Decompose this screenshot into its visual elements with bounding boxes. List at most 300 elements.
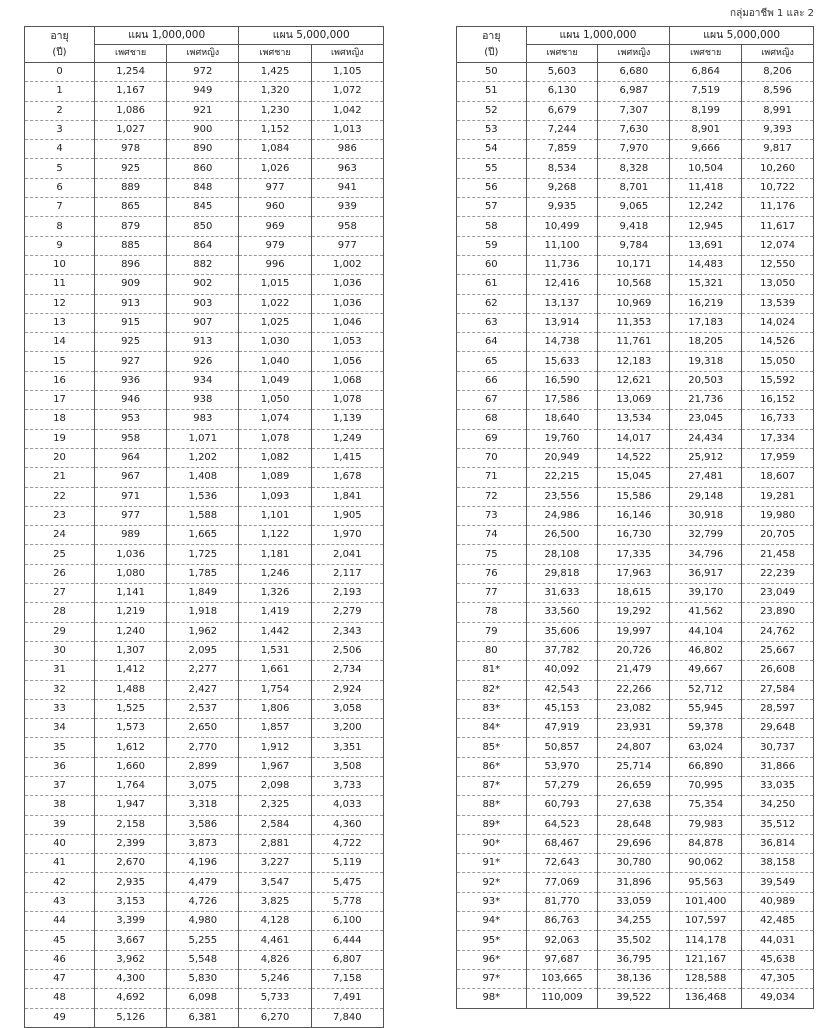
- age-cell: 28: [25, 603, 95, 622]
- table-row: [25, 545, 384, 564]
- plan1-female-cell: 4,980: [167, 912, 239, 931]
- plan1-female-cell: 949: [167, 82, 239, 101]
- plan1-female-cell: 7,307: [598, 101, 670, 120]
- table-row: [457, 371, 814, 390]
- plan2-female-cell: 26,608: [742, 661, 814, 680]
- plan2-female-cell: 3,200: [311, 719, 383, 738]
- plan1-male-cell: 4,692: [95, 989, 167, 1008]
- plan2-female-cell: 23,049: [742, 584, 814, 603]
- table-row: [25, 892, 384, 911]
- age-unit-header: (ปี): [25, 45, 95, 63]
- age-cell: 92*: [457, 873, 527, 892]
- plan2-female-cell: 39,549: [742, 873, 814, 892]
- plan1-male-cell: 1,573: [95, 719, 167, 738]
- plan1-female-cell: 16,730: [598, 526, 670, 545]
- plan1-male-cell: 64,523: [526, 815, 598, 834]
- plan-1000000-header: แผน 1,000,000: [95, 27, 239, 45]
- age-cell: 60: [457, 255, 527, 274]
- table-row: [25, 950, 384, 969]
- plan1-female-cell: 22,266: [598, 680, 670, 699]
- age-cell: 58: [457, 217, 527, 236]
- plan2-female-cell: 1,841: [311, 487, 383, 506]
- age-cell: 63: [457, 313, 527, 332]
- plan2-female-cell: 1,078: [311, 391, 383, 410]
- age-cell: 12: [25, 294, 95, 313]
- age-cell: 4: [25, 140, 95, 159]
- plan1-female-cell: 1,071: [167, 429, 239, 448]
- plan1-male-cell: 7,859: [526, 140, 598, 159]
- age-cell: 17: [25, 391, 95, 410]
- plan2-male-cell: 95,563: [670, 873, 742, 892]
- plan1-female-cell: 15,586: [598, 487, 670, 506]
- table-row: [25, 603, 384, 622]
- age-cell: 7: [25, 198, 95, 217]
- plan1-female-cell: 5,548: [167, 950, 239, 969]
- table-row: [25, 564, 384, 583]
- plan1-male-cell: 45,153: [526, 699, 598, 718]
- plan1-male-cell: 68,467: [526, 834, 598, 853]
- table-row: [457, 873, 814, 892]
- plan1-male-cell: 889: [95, 178, 167, 197]
- table-row: [25, 275, 384, 294]
- plan1-female-cell: 2,650: [167, 719, 239, 738]
- plan2-male-cell: 1,230: [239, 101, 311, 120]
- plan1-male-cell: 57,279: [526, 776, 598, 795]
- plan1-male-cell: 989: [95, 526, 167, 545]
- age-cell: 52: [457, 101, 527, 120]
- plan1-male-cell: 86,763: [526, 912, 598, 931]
- table-row: [457, 564, 814, 583]
- plan1-female-cell: 15,045: [598, 468, 670, 487]
- plan1-female-cell: 1,962: [167, 622, 239, 641]
- table-row: [457, 101, 814, 120]
- plan2-female-cell: 2,117: [311, 564, 383, 583]
- plan1-female-cell: 38,136: [598, 969, 670, 988]
- table-row: [457, 294, 814, 313]
- plan2-male-cell: 1,074: [239, 410, 311, 429]
- premium-table-right: [456, 26, 814, 1009]
- plan2-male-cell: 977: [239, 178, 311, 197]
- plan1-male-cell: 33,560: [526, 603, 598, 622]
- age-cell: 47: [25, 969, 95, 988]
- table-row: [457, 429, 814, 448]
- table-row: [25, 391, 384, 410]
- plan2-male-cell: 128,588: [670, 969, 742, 988]
- male-header: เพศชาย: [670, 45, 742, 63]
- plan1-female-cell: 1,665: [167, 526, 239, 545]
- plan2-male-cell: 9,666: [670, 140, 742, 159]
- plan1-male-cell: 896: [95, 255, 167, 274]
- plan2-female-cell: 1,068: [311, 371, 383, 390]
- age-cell: 22: [25, 487, 95, 506]
- female-header: เพศหญิง: [598, 45, 670, 63]
- age-cell: 29: [25, 622, 95, 641]
- plan2-male-cell: 114,178: [670, 931, 742, 950]
- plan1-male-cell: 936: [95, 371, 167, 390]
- plan2-female-cell: 1,905: [311, 506, 383, 525]
- plan2-male-cell: 1,246: [239, 564, 311, 583]
- plan1-female-cell: 26,659: [598, 776, 670, 795]
- age-cell: 19: [25, 429, 95, 448]
- plan1-female-cell: 2,899: [167, 757, 239, 776]
- plan2-female-cell: 29,648: [742, 719, 814, 738]
- age-cell: 18: [25, 410, 95, 429]
- table-row: [25, 738, 384, 757]
- age-cell: 78: [457, 603, 527, 622]
- plan2-female-cell: 3,058: [311, 699, 383, 718]
- plan1-female-cell: 845: [167, 198, 239, 217]
- age-unit-header: (ปี): [457, 45, 527, 63]
- plan1-female-cell: 3,586: [167, 815, 239, 834]
- age-cell: 72: [457, 487, 527, 506]
- plan2-female-cell: 30,737: [742, 738, 814, 757]
- plan2-male-cell: 44,104: [670, 622, 742, 641]
- plan2-female-cell: 9,817: [742, 140, 814, 159]
- table-row: [25, 410, 384, 429]
- plan2-male-cell: 1,025: [239, 313, 311, 332]
- plan1-male-cell: 1,240: [95, 622, 167, 641]
- plan1-male-cell: 1,660: [95, 757, 167, 776]
- plan2-male-cell: 1,050: [239, 391, 311, 410]
- plan1-male-cell: 14,738: [526, 333, 598, 352]
- female-header: เพศหญิง: [167, 45, 239, 63]
- age-cell: 31: [25, 661, 95, 680]
- plan2-male-cell: 49,667: [670, 661, 742, 680]
- plan2-male-cell: 1,531: [239, 641, 311, 660]
- plan2-female-cell: 42,485: [742, 912, 814, 931]
- plan1-male-cell: 958: [95, 429, 167, 448]
- plan2-female-cell: 12,550: [742, 255, 814, 274]
- table-row: [457, 275, 814, 294]
- plan2-male-cell: 2,584: [239, 815, 311, 834]
- plan1-female-cell: 983: [167, 410, 239, 429]
- plan1-female-cell: 864: [167, 236, 239, 255]
- plan1-male-cell: 1,086: [95, 101, 167, 120]
- plan2-male-cell: 19,318: [670, 352, 742, 371]
- plan2-female-cell: 22,239: [742, 564, 814, 583]
- plan2-male-cell: 34,796: [670, 545, 742, 564]
- age-cell: 84*: [457, 719, 527, 738]
- plan1-female-cell: 1,849: [167, 584, 239, 603]
- plan1-female-cell: 900: [167, 120, 239, 139]
- plan2-male-cell: 121,167: [670, 950, 742, 969]
- plan2-female-cell: 2,041: [311, 545, 383, 564]
- plan2-female-cell: 25,667: [742, 641, 814, 660]
- age-cell: 57: [457, 198, 527, 217]
- plan2-female-cell: 2,734: [311, 661, 383, 680]
- plan2-female-cell: 12,074: [742, 236, 814, 255]
- plan1-female-cell: 2,095: [167, 641, 239, 660]
- plan2-female-cell: 2,193: [311, 584, 383, 603]
- plan1-male-cell: 29,818: [526, 564, 598, 583]
- plan1-male-cell: 925: [95, 159, 167, 178]
- age-header: อายุ: [25, 27, 95, 45]
- plan2-male-cell: 2,881: [239, 834, 311, 853]
- plan2-male-cell: 1,967: [239, 757, 311, 776]
- age-cell: 26: [25, 564, 95, 583]
- plan1-female-cell: 926: [167, 352, 239, 371]
- plan1-male-cell: 977: [95, 506, 167, 525]
- plan2-male-cell: 17,183: [670, 313, 742, 332]
- plan2-female-cell: 1,046: [311, 313, 383, 332]
- age-cell: 8: [25, 217, 95, 236]
- plan2-male-cell: 1,022: [239, 294, 311, 313]
- age-cell: 10: [25, 255, 95, 274]
- plan1-female-cell: 860: [167, 159, 239, 178]
- table-row: [457, 738, 814, 757]
- plan2-female-cell: 35,512: [742, 815, 814, 834]
- plan1-female-cell: 13,534: [598, 410, 670, 429]
- table-row: [457, 912, 814, 931]
- age-cell: 21: [25, 468, 95, 487]
- plan-5000000-header: แผน 5,000,000: [239, 27, 384, 45]
- table-row: [457, 931, 814, 950]
- table-row: [25, 313, 384, 332]
- plan1-female-cell: 850: [167, 217, 239, 236]
- plan2-female-cell: 3,508: [311, 757, 383, 776]
- plan2-male-cell: 1,093: [239, 487, 311, 506]
- table-row: [25, 352, 384, 371]
- plan2-female-cell: 31,866: [742, 757, 814, 776]
- table-row: [457, 391, 814, 410]
- table-row: [457, 892, 814, 911]
- plan1-male-cell: 15,633: [526, 352, 598, 371]
- age-cell: 13: [25, 313, 95, 332]
- age-cell: 30: [25, 641, 95, 660]
- table-row: [457, 506, 814, 525]
- plan1-male-cell: 8,534: [526, 159, 598, 178]
- plan1-female-cell: 13,069: [598, 391, 670, 410]
- female-header: เพศหญิง: [311, 45, 383, 63]
- plan2-male-cell: 960: [239, 198, 311, 217]
- plan1-female-cell: 1,588: [167, 506, 239, 525]
- plan2-female-cell: 8,206: [742, 63, 814, 82]
- table-row: [457, 719, 814, 738]
- plan1-female-cell: 1,536: [167, 487, 239, 506]
- plan1-male-cell: 92,063: [526, 931, 598, 950]
- age-cell: 44: [25, 912, 95, 931]
- plan1-female-cell: 9,784: [598, 236, 670, 255]
- plan1-male-cell: 17,586: [526, 391, 598, 410]
- table-row: [457, 178, 814, 197]
- plan2-male-cell: 10,504: [670, 159, 742, 178]
- plan2-male-cell: 136,468: [670, 989, 742, 1008]
- plan1-male-cell: 5,126: [95, 1008, 167, 1027]
- plan1-male-cell: 1,307: [95, 641, 167, 660]
- plan2-female-cell: 8,991: [742, 101, 814, 120]
- plan2-male-cell: 4,128: [239, 912, 311, 931]
- plan2-male-cell: 1,040: [239, 352, 311, 371]
- plan2-female-cell: 939: [311, 198, 383, 217]
- plan1-female-cell: 907: [167, 313, 239, 332]
- table-row: [457, 584, 814, 603]
- plan2-female-cell: 7,158: [311, 969, 383, 988]
- plan2-male-cell: 4,461: [239, 931, 311, 950]
- table-row: [25, 622, 384, 641]
- table-row: [457, 198, 814, 217]
- plan2-male-cell: 4,826: [239, 950, 311, 969]
- plan1-male-cell: 11,100: [526, 236, 598, 255]
- plan2-female-cell: 15,050: [742, 352, 814, 371]
- plan1-male-cell: 885: [95, 236, 167, 255]
- plan2-male-cell: 7,519: [670, 82, 742, 101]
- age-cell: 61: [457, 275, 527, 294]
- plan1-male-cell: 1,525: [95, 699, 167, 718]
- table-row: [457, 313, 814, 332]
- plan1-female-cell: 7,970: [598, 140, 670, 159]
- table-row: [25, 236, 384, 255]
- plan1-female-cell: 36,795: [598, 950, 670, 969]
- plan2-female-cell: 1,056: [311, 352, 383, 371]
- plan2-male-cell: 79,983: [670, 815, 742, 834]
- plan2-female-cell: 4,722: [311, 834, 383, 853]
- plan2-female-cell: 8,596: [742, 82, 814, 101]
- plan1-male-cell: 31,633: [526, 584, 598, 603]
- plan1-male-cell: 19,760: [526, 429, 598, 448]
- plan1-female-cell: 10,568: [598, 275, 670, 294]
- plan2-male-cell: 1,030: [239, 333, 311, 352]
- age-cell: 50: [457, 63, 527, 82]
- plan2-female-cell: 1,036: [311, 275, 383, 294]
- plan2-male-cell: 55,945: [670, 699, 742, 718]
- plan2-male-cell: 1,084: [239, 140, 311, 159]
- premium-table-left-body: [25, 63, 384, 1028]
- table-row: [457, 410, 814, 429]
- table-row: [25, 873, 384, 892]
- plan2-female-cell: 49,034: [742, 989, 814, 1008]
- plan2-female-cell: 13,050: [742, 275, 814, 294]
- plan2-male-cell: 52,712: [670, 680, 742, 699]
- plan1-female-cell: 12,621: [598, 371, 670, 390]
- plan2-female-cell: 17,334: [742, 429, 814, 448]
- age-cell: 77: [457, 584, 527, 603]
- plan1-male-cell: 4,300: [95, 969, 167, 988]
- plan2-female-cell: 1,053: [311, 333, 383, 352]
- plan1-male-cell: 1,764: [95, 776, 167, 795]
- age-cell: 74: [457, 526, 527, 545]
- plan1-male-cell: 18,640: [526, 410, 598, 429]
- plan1-male-cell: 103,665: [526, 969, 598, 988]
- age-cell: 98*: [457, 989, 527, 1008]
- table-row: [457, 545, 814, 564]
- plan2-male-cell: 41,562: [670, 603, 742, 622]
- plan1-female-cell: 6,098: [167, 989, 239, 1008]
- age-cell: 89*: [457, 815, 527, 834]
- plan2-male-cell: 1,082: [239, 448, 311, 467]
- plan2-female-cell: 40,989: [742, 892, 814, 911]
- plan1-male-cell: 3,962: [95, 950, 167, 969]
- age-cell: 69: [457, 429, 527, 448]
- age-cell: 67: [457, 391, 527, 410]
- plan2-male-cell: 90,062: [670, 854, 742, 873]
- plan2-female-cell: 2,279: [311, 603, 383, 622]
- table-row: [25, 255, 384, 274]
- table-row: [25, 506, 384, 525]
- age-cell: 37: [25, 776, 95, 795]
- plan1-female-cell: 6,381: [167, 1008, 239, 1027]
- table-row: [25, 815, 384, 834]
- age-cell: 81*: [457, 661, 527, 680]
- plan1-male-cell: 12,416: [526, 275, 598, 294]
- plan1-male-cell: 1,488: [95, 680, 167, 699]
- plan1-male-cell: 1,412: [95, 661, 167, 680]
- age-cell: 9: [25, 236, 95, 255]
- age-cell: 62: [457, 294, 527, 313]
- plan1-male-cell: 47,919: [526, 719, 598, 738]
- plan1-female-cell: 33,059: [598, 892, 670, 911]
- table-row: [25, 776, 384, 795]
- plan2-female-cell: 23,890: [742, 603, 814, 622]
- table-row: [25, 661, 384, 680]
- plan2-male-cell: 1,661: [239, 661, 311, 680]
- age-cell: 32: [25, 680, 95, 699]
- plan2-female-cell: 5,778: [311, 892, 383, 911]
- age-cell: 65: [457, 352, 527, 371]
- plan2-male-cell: 29,148: [670, 487, 742, 506]
- table-row: [457, 622, 814, 641]
- plan1-male-cell: 60,793: [526, 796, 598, 815]
- age-cell: 39: [25, 815, 95, 834]
- plan1-female-cell: 21,479: [598, 661, 670, 680]
- plan1-female-cell: 2,427: [167, 680, 239, 699]
- male-header: เพศชาย: [95, 45, 167, 63]
- age-cell: 2: [25, 101, 95, 120]
- plan1-male-cell: 1,080: [95, 564, 167, 583]
- plan1-male-cell: 16,590: [526, 371, 598, 390]
- plan1-female-cell: 890: [167, 140, 239, 159]
- plan1-female-cell: 11,353: [598, 313, 670, 332]
- plan2-male-cell: 1,320: [239, 82, 311, 101]
- plan2-female-cell: 24,762: [742, 622, 814, 641]
- age-cell: 88*: [457, 796, 527, 815]
- plan1-male-cell: 40,092: [526, 661, 598, 680]
- age-cell: 24: [25, 526, 95, 545]
- table-row: [25, 120, 384, 139]
- plan-5000000-header: แผน 5,000,000: [670, 27, 814, 45]
- age-cell: 33: [25, 699, 95, 718]
- plan2-male-cell: 27,481: [670, 468, 742, 487]
- plan1-male-cell: 927: [95, 352, 167, 371]
- plan1-female-cell: 14,522: [598, 448, 670, 467]
- plan2-male-cell: 24,434: [670, 429, 742, 448]
- table-row: [457, 236, 814, 255]
- age-cell: 11: [25, 275, 95, 294]
- age-cell: 34: [25, 719, 95, 738]
- age-cell: 36: [25, 757, 95, 776]
- plan1-female-cell: 4,196: [167, 854, 239, 873]
- plan2-female-cell: 1,415: [311, 448, 383, 467]
- plan2-female-cell: 44,031: [742, 931, 814, 950]
- plan2-female-cell: 16,152: [742, 391, 814, 410]
- plan2-female-cell: 6,100: [311, 912, 383, 931]
- age-cell: 70: [457, 448, 527, 467]
- plan2-male-cell: 8,901: [670, 120, 742, 139]
- plan2-female-cell: 2,506: [311, 641, 383, 660]
- table-row: [25, 931, 384, 950]
- plan2-female-cell: 19,281: [742, 487, 814, 506]
- table-row: [457, 140, 814, 159]
- plan2-male-cell: 13,691: [670, 236, 742, 255]
- plan2-female-cell: 2,343: [311, 622, 383, 641]
- female-header: เพศหญิง: [742, 45, 814, 63]
- plan1-female-cell: 2,537: [167, 699, 239, 718]
- age-cell: 97*: [457, 969, 527, 988]
- table-row: [25, 854, 384, 873]
- plan1-male-cell: 915: [95, 313, 167, 332]
- plan2-female-cell: 19,980: [742, 506, 814, 525]
- plan1-male-cell: 2,158: [95, 815, 167, 834]
- plan2-female-cell: 1,249: [311, 429, 383, 448]
